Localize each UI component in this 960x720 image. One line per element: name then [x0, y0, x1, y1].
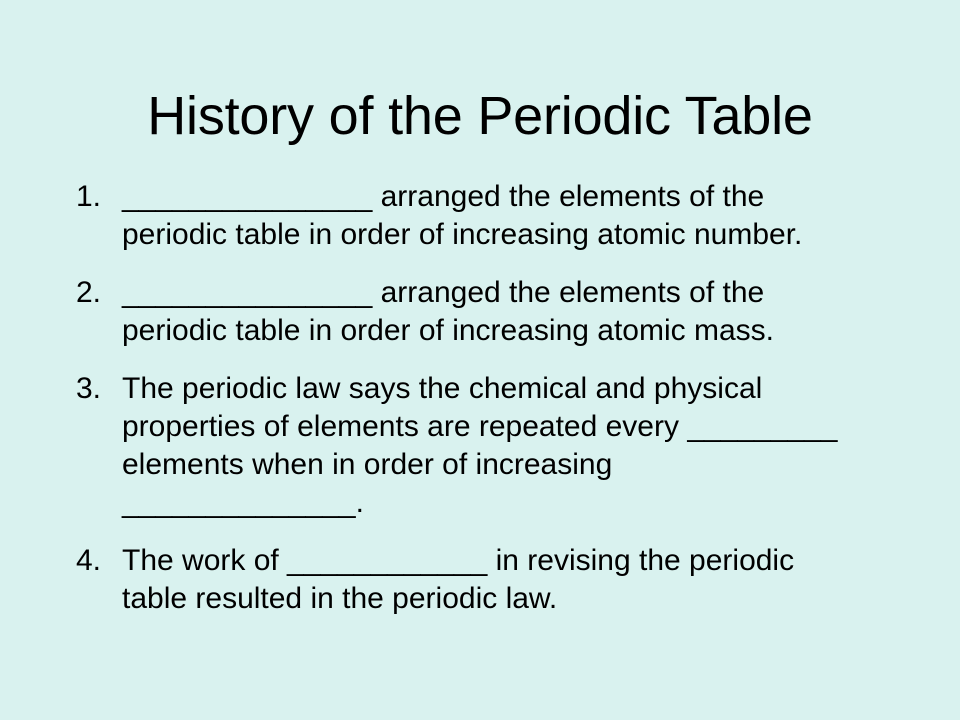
- item-text: The work of ____________ in revising the periodic table resulted in the periodic law.: [122, 544, 795, 615]
- list-item: [76, 178, 916, 254]
- item-text: The periodic law says the chemical and physical properties of elements are repeated every _________ elements when in order of increasing ______________.: [122, 372, 838, 519]
- item-number: 3.: [76, 372, 102, 405]
- list-item: [76, 370, 916, 522]
- item-text: _______________ arranged the elements of the periodic table in order of increasing atomic number.: [122, 180, 803, 251]
- list-item: [76, 542, 916, 618]
- item-number: 4.: [76, 544, 102, 577]
- item-text: _______________ arranged the elements of the periodic table in order of increasing atomic mass.: [122, 276, 774, 347]
- list-item: [76, 274, 916, 350]
- question-list: [76, 178, 916, 638]
- item-number: 2.: [76, 276, 102, 309]
- slide-title: History of the Periodic Table: [147, 86, 813, 146]
- item-number: 1.: [76, 180, 102, 213]
